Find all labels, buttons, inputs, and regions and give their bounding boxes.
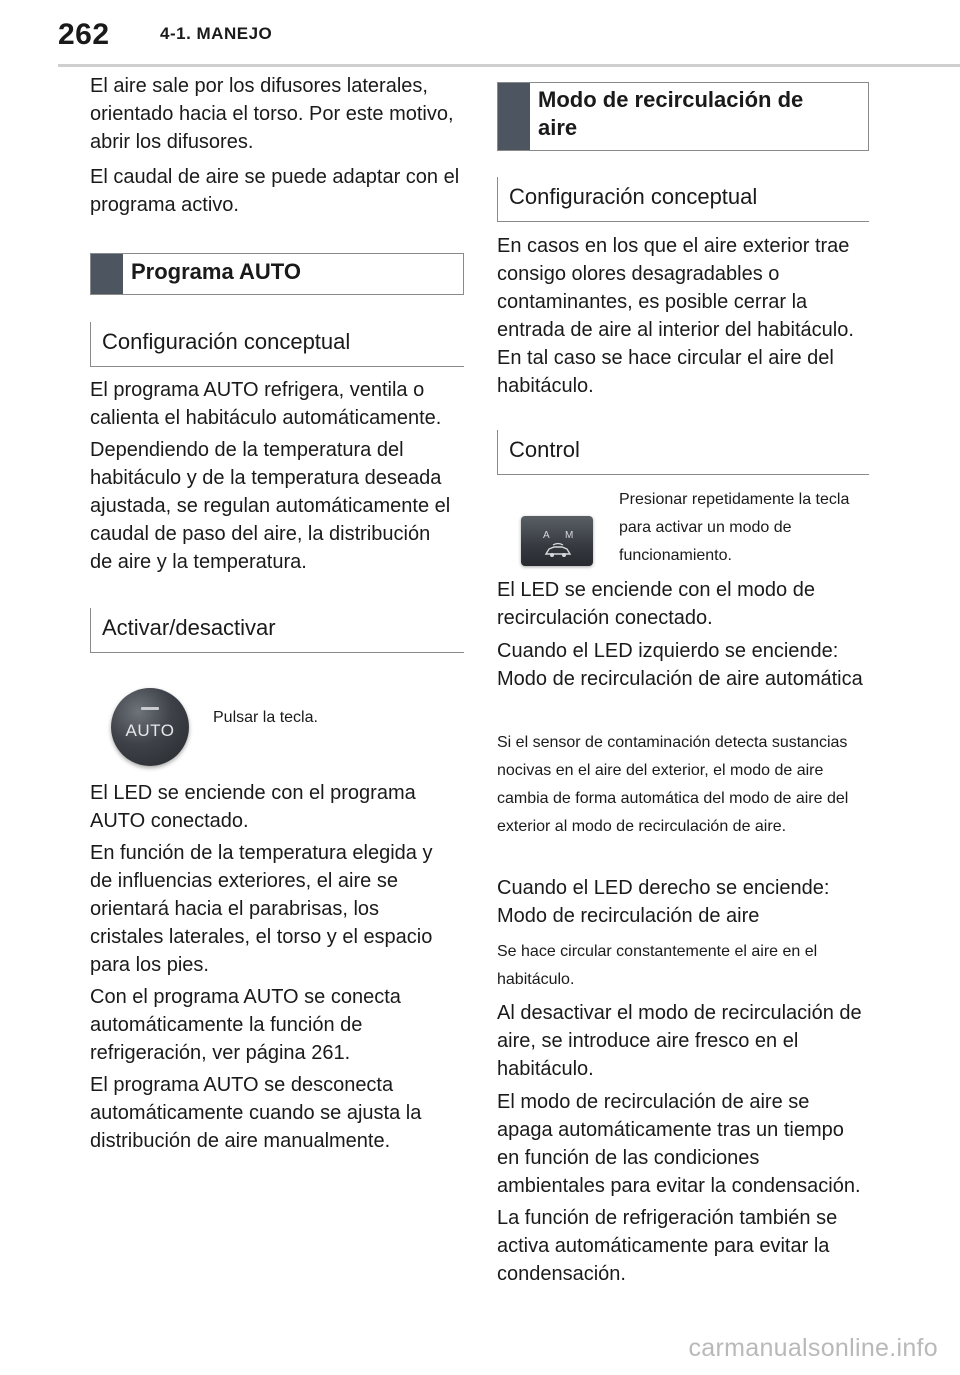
paragraph-led: El LED se enciende con el modo de recirculación conectado. [497,579,815,629]
subheading-label: Configuración conceptual [102,329,351,354]
led-indicator-icon [141,707,159,710]
led-paragraph-1: El LED se enciende con el programa AUTO conectado. [90,782,416,832]
concept-paragraph-1: El programa AUTO refrigera, ventila o calienta el habitáculo automáticamente. [90,379,442,429]
recirculation-button-caption: Presionar repetidamente la tecla para activar un modo de funcionamiento. [619,491,850,564]
subheading-toggle [90,608,464,653]
subheading-label: Activar/desactivar [102,615,276,640]
led-m-label: M [565,530,574,541]
note-pollution-sensor: Si el sensor de contaminación detecta sustancias nocivas en el aire del exterior, el modo de aire cambia de forma automática del modo de aire del exterior al modo de recirculación de aire. [497,734,849,835]
intro-paragraph-1: El aire sale por los difusores laterales, orientado hacia el torso. Por este motivo, abrir los difusores. [90,75,454,153]
section-heading-recirculation [497,82,869,151]
subheading-concept [497,177,869,222]
subheading-concept [90,322,464,367]
car-recirculation-icon [543,542,573,558]
concept-paragraph: En casos en los que el aire exterior trae consigo olores desagradables o contaminantes, es posible cerrar la entrada de aire al interior del habitáculo. En tal caso se hace circular el aire del habitáculo. [497,235,854,397]
led-paragraph-4: El programa AUTO se desconecta automáticamente cuando se ajusta la distribución de aire manualmente. [90,1074,422,1152]
header-divider [58,64,960,67]
page-number: 262 [58,18,110,51]
paragraph-auto-off: El modo de recirculación de aire se apaga automáticamente tras un tiempo en función de las condiciones ambientales para evitar la condensación. [497,1091,861,1197]
section-title: Programa AUTO [131,259,301,284]
section-heading-auto [90,253,464,295]
heading-bar [498,83,530,150]
auto-button-illustration [111,688,189,766]
auto-button-caption: Pulsar la tecla. [213,709,318,726]
page-header [0,0,960,68]
recirculation-button-illustration [521,516,593,566]
section-title: Modo de recirculación de aire [538,87,804,140]
auto-button-label: AUTO [125,721,175,740]
paragraph-right-led: Cuando el LED derecho se enciende: Modo de recirculación de aire [497,877,830,927]
watermark: carmanualsonline.info [688,1334,938,1362]
concept-paragraph-2: Dependiendo de la temperatura del habitáculo y de la temperatura deseada ajustada, se regulan automáticamente el caudal de paso del aire, la distribución de aire y la temperatura. [90,439,451,573]
paragraph-cooling: La función de refrigeración también se activa automáticamente para evitar la condensación. [497,1207,838,1285]
subheading-label: Control [509,437,580,462]
led-paragraph-3: Con el programa AUTO se conecta automáticamente la función de refrigeración, ver página 261. [90,986,401,1064]
paragraph-off: Al desactivar el modo de recirculación de aire, se introduce aire fresco en el habitáculo. [497,1002,862,1080]
led-paragraph-2: En función de la temperatura elegida y de influencias exteriores, el aire se orientará hacia el parabrisas, los cristales laterales, el torso y el espacio para los pies. [90,842,433,976]
led-a-label: A [543,530,550,541]
heading-bar [91,254,123,294]
paragraph-left-led: Cuando el LED izquierdo se enciende: Modo de recirculación de aire automática [497,640,863,690]
chapter-label: 4-1. MANEJO [160,24,273,43]
note-recirculation: Se hace circular constantemente el aire en el habitáculo. [497,943,818,988]
subheading-control [497,430,869,475]
intro-paragraph-2: El caudal de aire se puede adaptar con el programa activo. [90,166,460,216]
subheading-label: Configuración conceptual [509,184,758,209]
